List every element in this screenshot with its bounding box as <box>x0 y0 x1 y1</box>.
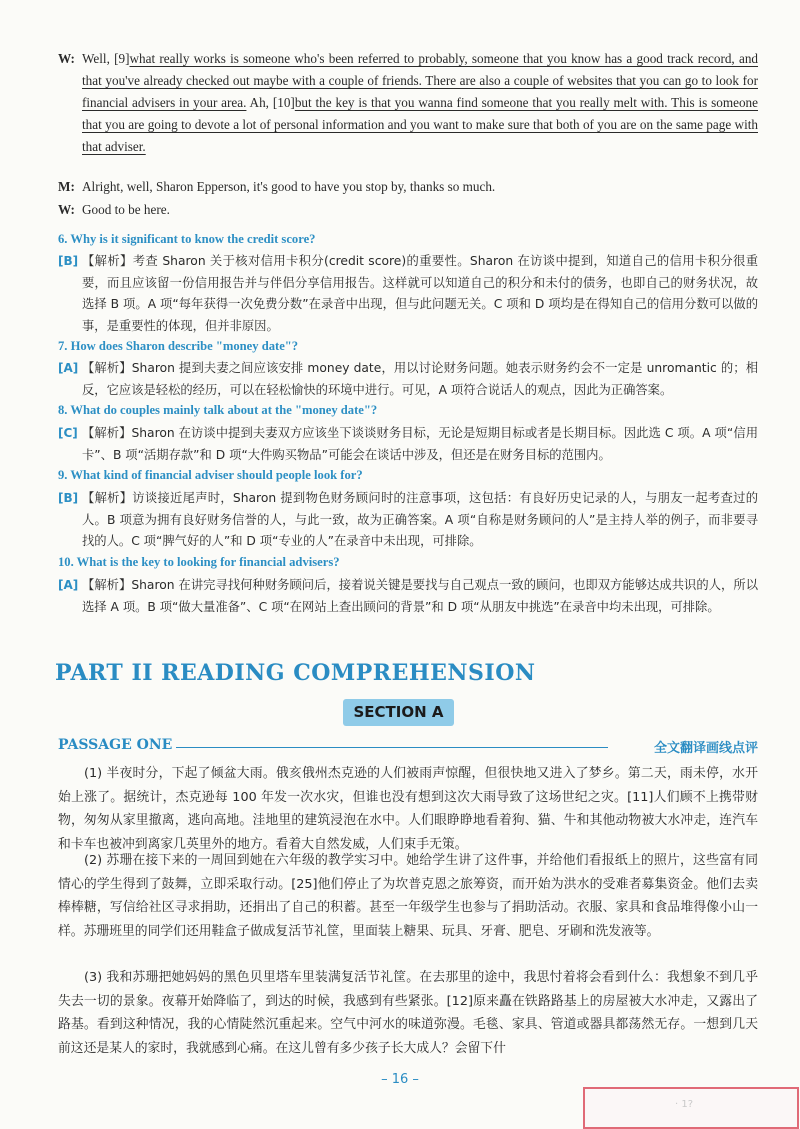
speaker-label: W: <box>58 51 75 66</box>
dialogue-segment: Good to be here. <box>82 202 170 217</box>
answer-key: [A] <box>58 578 79 592</box>
passage-paragraph: (2) 苏珊在接下来的一周回到她在六年级的教学实习中。她给学生讲了这件事，并给他们看报纸上的照片，这些富有同情心的学生得到了鼓舞，立即采取行动。[25]他们停止了为坎普克恩之旅筹资，而开始为洪水的受难者募集资金。他们去卖棒棒糖，写信给社区寻求捐助，还捐出了自己的积蓄。甚至一年级学生也参与了捐助活动。衣服、家具和食品堆得像小山一样。苏珊班里的同学们还用鞋盒子做成复活节礼筐，里面装上糖果、玩具、牙膏、肥皂、牙刷和洗发液等。 <box>58 853 758 939</box>
dialogue-text <box>82 176 758 198</box>
answer-key: [B] <box>58 254 79 268</box>
answer-block <box>58 488 758 553</box>
dialogue-text <box>82 48 758 158</box>
question-heading: 9. What kind of financial adviser should people look for? <box>58 468 363 482</box>
answer-explanation: 【解析】Sharon 提到夫妻之间应该安排 money date，用以讨论财务问题。她表示财务约会不一定是 unromantic 的；相反，它应该是轻松的经历，可以在轻松愉快的环境中进行。可见，A 项符合说话人的观点，因此为正确答案。 <box>82 361 758 397</box>
question-heading: 10. What is the key to looking for financial advisers? <box>58 555 340 569</box>
underlined-text: but the key is that you wanna find someone that you really melt with. This is someone that you are going to devote a lot of personal information and you want to make sure that both of you are on the same page with that adviser. <box>82 95 758 154</box>
dialogue-segment: Alright, well, Sharon Epperson, it's good to have you stop by, thanks so much. <box>82 179 496 194</box>
stamp-text: · 1? <box>675 1099 694 1110</box>
translation-label: 全文翻译画线点评 <box>653 741 758 756</box>
answer-explanation: 【解析】考查 Sharon 关于核对信用卡积分(credit score)的重要性。Sharon 在访谈中提到，知道自己的信用卡积分很重要，而且应该留一份信用报告并与伴侣分享信用报告。这样就可以知道自己的积分和未付的债务，也即自己的财务状况，故选择 B 项。A 项“每年获得一次免费分数”在录音中出现，但与此问题无关。C 项和 D 项均是在得知自己的信用分数可以做的事，是重要性的体现，但并非原因。 <box>82 254 758 333</box>
answer-explanation: 【解析】Sharon 在访谈中提到夫妻双方应该坐下谈谈财务目标，无论是短期目标或者是长期目标。因此选 C 项。A 项“信用卡”、B 项“活期存款”和 D 项“大件购买物品”可能会在谈话中涉及，但还是在财务目标的范围内。 <box>82 426 758 462</box>
speaker-label: W: <box>58 202 75 217</box>
dialogue-segment: Well, <box>82 51 115 66</box>
section-badge: SECTION A <box>343 699 454 726</box>
answer-explanation: 【解析】访谈接近尾声时，Sharon 提到物色财务顾问时的注意事项，这包括：有良好历史记录的人，与朋友一起考查过的人。B 项意为拥有良好财务信誉的人，与此一致，故为正确答案。A 项“自称是财务顾问的人”是主持人举的例子，而非要寻找的人。C 项“脾气好的人”和 D 项“专业的人”在录音中未出现，可排除。 <box>82 491 758 548</box>
passage-paragraph: (3) 我和苏珊把她妈妈的黑色贝里塔车里装满复活节礼筐。在去那里的途中，我思忖着将会看到什么：我想象不到几乎失去一切的景象。夜幕开始降临了，到达的时候，我感到有些紧张。[12]原来矗在铁路路基上的房屋被大水冲走，又露出了路基。看到这种情况，我的心情陡然沉重起来。空气中河水的味道弥漫。毛毯、家具、管道或器具都荡然无存。一想到几天前这还是某人的家时，我就感到心痛。在这儿曾有多少孩子长大成人？会留下什 <box>58 970 758 1056</box>
dialogue-text <box>82 199 758 221</box>
answer-key: [B] <box>58 491 79 505</box>
question-heading: 6. Why is it significant to know the credit score? <box>58 232 316 246</box>
answer-key: [C] <box>58 426 78 440</box>
speaker-label: M: <box>58 179 75 194</box>
underlined-text: what really works is someone who's been referred to probably, someone that you know has a good track record, and that you've already checked out maybe with a couple of friends. There are also a couple of websites that you can go to look for financial advisers in your area. <box>82 51 759 110</box>
dialogue-line <box>58 176 758 198</box>
answer-key: [A] <box>58 361 79 375</box>
dialogue-segment: [9] <box>114 51 130 66</box>
answer-block <box>58 423 758 466</box>
annotation-box <box>583 1087 799 1129</box>
passage-title: PASSAGE ONE <box>58 737 173 753</box>
question-heading: 8. What do couples mainly talk about at the "money date"? <box>58 403 378 417</box>
passage-paragraph: (1) 半夜时分，下起了倾盆大雨。俄亥俄州杰克逊的人们被雨声惊醒，但很快地又进入了梦乡。第二天，雨未停，水开始上涨了。据统计，杰克逊每 100 年发一次水灾，但谁也没有想到这次大雨导致了这场世纪之灾。[11]人们顾不上携带财物，匆匆从家里撤离，逃向高地。洼地里的建筑浸泡在水中。人们眼睁睁地看着狗、猫、牛和其他动物被大水冲走，连汽车和卡车也被冲到离家几英里外的地方。看着大自然发威，人们束手无策。 <box>58 766 758 852</box>
answer-block <box>58 251 758 337</box>
dialogue-line <box>58 199 758 221</box>
answer-explanation: 【解析】Sharon 在讲完寻找何种财务顾问后，接着说关键是要找与自己观点一致的顾问，也即双方能够达成共识的人，所以选择 A 项。B 项“做大量准备”、C 项“在网站上查出顾问的背景”和 D 项“从朋友中挑选”在录音中均未出现，可排除。 <box>82 578 758 614</box>
dialogue-line <box>58 48 758 158</box>
part-title: PART II READING COMPREHENSION <box>55 660 536 686</box>
passage-header <box>58 737 758 757</box>
question-heading: 7. How does Sharon describe "money date"? <box>58 339 299 353</box>
passage-divider <box>176 747 608 748</box>
page-number: – 16 – <box>381 1072 419 1087</box>
answer-block <box>58 358 758 401</box>
answer-block <box>58 575 758 618</box>
dialogue-segment: Ah, [10] <box>246 95 295 110</box>
